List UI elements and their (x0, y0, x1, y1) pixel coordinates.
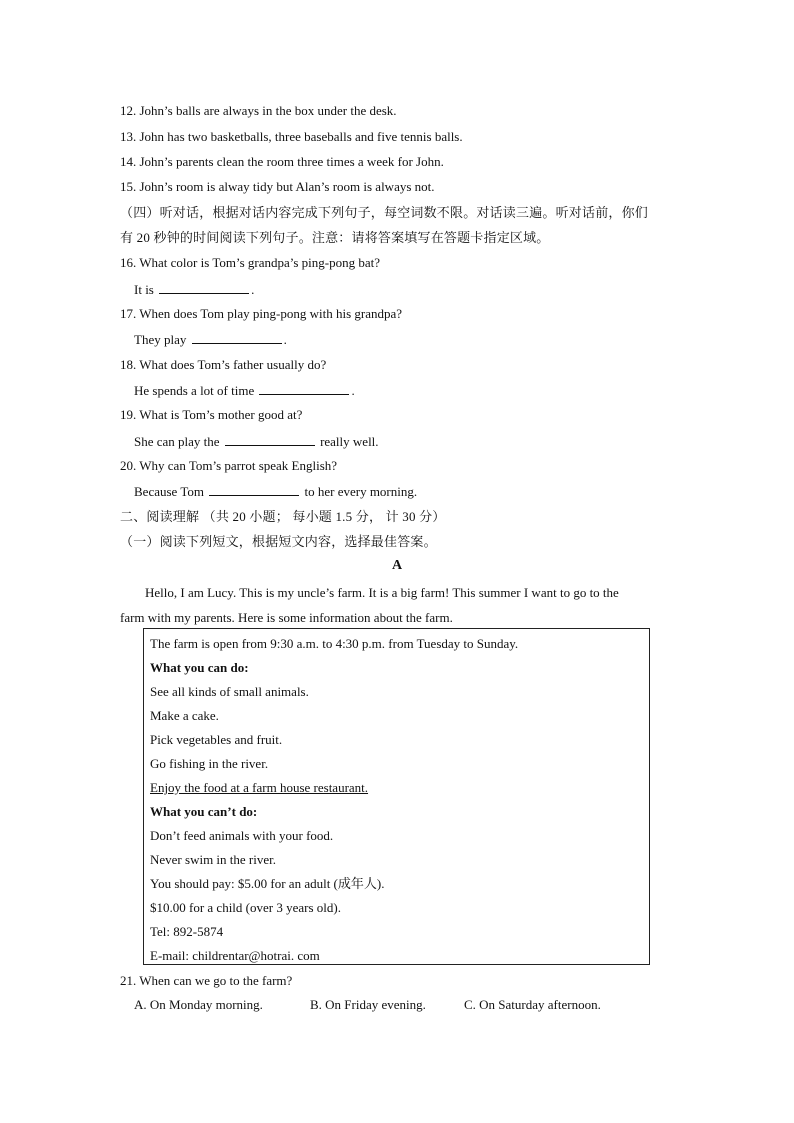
farm-open-hours: The farm is open from 9:30 a.m. to 4:30 p.m. from Tuesday to Sunday. (150, 636, 519, 651)
answer-20-prefix: Because Tom (134, 484, 204, 499)
question-13: 13. John has two basketballs, three baseballs and five tennis balls. (120, 129, 463, 144)
can-do-item: Make a cake. (150, 708, 219, 723)
can-do-item: Go fishing in the river. (150, 756, 269, 771)
passage-line-2: farm with my parents. Here is some information about the farm. (120, 610, 453, 625)
farm-info-box (143, 628, 650, 965)
answer-19-prefix: She can play the (134, 434, 220, 449)
answer-blank-16[interactable] (159, 280, 249, 294)
answer-line-20 (134, 482, 417, 501)
can-do-item: See all kinds of small animals. (150, 684, 309, 699)
question-20: 20. Why can Tom’s parrot speak English? (120, 458, 338, 473)
option-b[interactable]: B. On Friday evening. (310, 997, 426, 1012)
answer-17-prefix: They play (134, 332, 187, 347)
farm-telephone: Tel: 892-5874 (150, 924, 224, 939)
answer-line-18 (134, 381, 355, 400)
option-c[interactable]: C. On Saturday afternoon. (464, 997, 601, 1012)
can-do-item: Pick vegetables and fruit. (150, 732, 283, 747)
answer-line-16 (134, 280, 254, 299)
passage-label: A (391, 558, 403, 573)
question-21: 21. When can we go to the farm? (120, 973, 293, 988)
answer-line-17 (134, 330, 287, 349)
cant-do-item: Don’t feed animals with your food. (150, 828, 334, 843)
question-15: 15. John’s room is alway tidy but Alan’s room is always not. (120, 179, 435, 194)
answer-18-prefix: He spends a lot of time (134, 383, 255, 398)
answer-16-prefix: It is (134, 282, 154, 297)
cant-do-item: Never swim in the river. (150, 852, 276, 867)
part-2-heading: 二、阅读理解 （共 20 小题； 每小题 1.5 分， 计 30 分） (120, 509, 446, 524)
question-17: 17. When does Tom play ping-pong with his grandpa? (120, 306, 403, 321)
answer-line-19 (134, 432, 379, 451)
part-2-subheading: （一）阅读下列短文，根据短文内容，选择最佳答案。 (120, 534, 437, 549)
answer-19-suffix: really well. (320, 434, 379, 449)
farm-email: E-mail: childrentar@hotrai. com (150, 948, 320, 963)
question-12: 12. John’s balls are always in the box under the desk. (120, 103, 397, 118)
section-4-instruction-line2: 有 20 秒钟的时间阅读下列句子。注意：请将答案填写在答题卡指定区域。 (120, 230, 550, 245)
question-18: 18. What does Tom’s father usually do? (120, 357, 327, 372)
can-do-heading: What you can do: (150, 660, 249, 675)
answer-blank-18[interactable] (259, 381, 349, 395)
price-adult: You should pay: $5.00 for an adult (成年人). (150, 876, 385, 891)
answer-17-suffix: . (283, 332, 287, 347)
answer-16-suffix: . (251, 282, 255, 297)
answer-blank-19[interactable] (225, 432, 315, 446)
question-14: 14. John’s parents clean the room three times a week for John. (120, 154, 444, 169)
section-4-instruction-line1: （四）听对话，根据对话内容完成下列句子，每空词数不限。对话读三遍。听对话前，你们 (120, 205, 649, 220)
answer-blank-17[interactable] (192, 330, 282, 344)
cant-do-heading: What you can’t do: (150, 804, 258, 819)
question-16: 16. What color is Tom’s grandpa’s ping-pong bat? (120, 255, 381, 270)
can-do-item: Enjoy the food at a farm house restaurant. (150, 780, 369, 795)
price-child: $10.00 for a child (over 3 years old). (150, 900, 341, 915)
passage-line-1: Hello, I am Lucy. This is my uncle’s farm. It is a big farm! This summer I want to go to the (145, 585, 619, 600)
question-19: 19. What is Tom’s mother good at? (120, 407, 303, 422)
answer-20-suffix: to her every morning. (304, 484, 418, 499)
answer-18-suffix: . (351, 383, 355, 398)
option-a[interactable]: A. On Monday morning. (134, 997, 263, 1012)
answer-blank-20[interactable] (209, 482, 299, 496)
